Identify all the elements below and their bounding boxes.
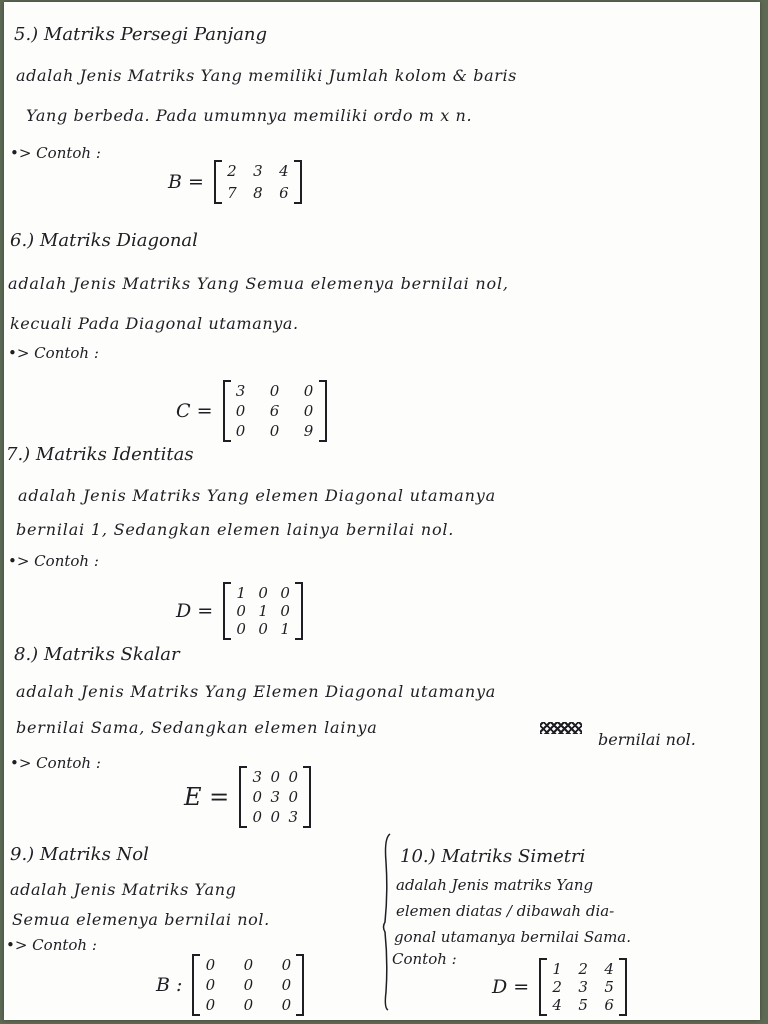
section-10-line-3: gonal utamanya bernilai Sama.: [394, 928, 632, 946]
section-8-line-1: adalah Jenis Matriks Yang Elemen Diagonal utamanya: [16, 682, 497, 701]
matrix-b-zero: [156, 954, 304, 1016]
matrix-cell: 0: [281, 956, 292, 974]
section-7-line-1: adalah Jenis Matriks Yang elemen Diagonal utamanya: [18, 486, 496, 505]
matrix-cell: 0: [280, 584, 290, 602]
matrix-cell: 0: [281, 976, 292, 994]
matrix-cell: 1: [280, 620, 290, 638]
matrix-cell: 9: [303, 422, 314, 440]
section-8-title: 8.) Matriks Skalar: [14, 644, 180, 665]
section-6-example-label: •> Contoh :: [8, 344, 99, 362]
matrix-cell: 0: [243, 976, 254, 994]
matrix-cell: 0: [270, 808, 281, 826]
matrix-cell: 0: [269, 382, 280, 400]
matrix-d-identity: [176, 582, 303, 640]
section-8-line-3: bernilai nol.: [598, 730, 696, 749]
matrix-cell: 0: [235, 402, 246, 420]
section-5-line-1: adalah Jenis Matriks Yang memiliki Jumlah kolom & baris: [16, 66, 517, 85]
matrix-grid: [223, 582, 303, 640]
section-9-line-2: Semua elemenya bernilai nol.: [12, 910, 270, 929]
section-7-title: 7.) Matriks Identitas: [6, 444, 194, 465]
matrix-grid: [539, 958, 627, 1016]
matrix-cell: 0: [288, 768, 299, 786]
matrix-grid: [223, 380, 327, 442]
matrix-cell: 3: [235, 382, 246, 400]
section-9-line-1: adalah Jenis Matriks Yang: [10, 880, 237, 899]
matrix-cell: 3: [288, 808, 299, 826]
matrix-cell: 0: [236, 620, 246, 638]
matrix-cell: 5: [578, 996, 588, 1014]
matrix-cell: 3: [270, 788, 281, 806]
section-5-line-2: Yang berbeda. Pada umumnya memiliki ordo m x n.: [26, 106, 473, 125]
section-5-example-label: •> Contoh :: [10, 144, 101, 162]
crossed-out-scribble: [540, 722, 582, 734]
matrix-cell: 1: [552, 960, 562, 978]
matrix-cell: 4: [552, 996, 562, 1014]
section-9-example-label: •> Contoh :: [6, 936, 97, 954]
matrix-cell: 0: [205, 956, 216, 974]
matrix-cell: 5: [604, 978, 614, 996]
matrix-cell: 4: [279, 162, 289, 180]
matrix-cell: 2: [578, 960, 588, 978]
matrix-cell: 0: [235, 422, 246, 440]
section-9-title: 9.) Matriks Nol: [10, 844, 149, 865]
section-10-title: 10.) Matriks Simetri: [400, 846, 586, 867]
matrix-cell: 3: [253, 162, 263, 180]
matrix-d-symmetric: [492, 958, 627, 1016]
matrix-cell: 7: [227, 184, 237, 202]
matrix-cell: 6: [279, 184, 289, 202]
matrix-e-scalar: [184, 766, 311, 828]
matrix-cell: 0: [243, 956, 254, 974]
matrix-cell: 0: [205, 996, 216, 1014]
matrix-label: D =: [492, 976, 530, 998]
section-6-title: 6.) Matriks Diagonal: [10, 230, 198, 251]
matrix-cell: 0: [258, 620, 268, 638]
section-5-title: 5.) Matriks Persegi Panjang: [14, 24, 268, 45]
matrix-cell: 0: [303, 402, 314, 420]
section-10-line-2: elemen diatas / dibawah dia-: [396, 902, 615, 920]
matrix-label: E =: [184, 783, 230, 811]
matrix-cell: 0: [281, 996, 292, 1014]
notebook-page: [4, 2, 760, 1020]
matrix-cell: 0: [243, 996, 254, 1014]
matrix-cell: 0: [270, 768, 281, 786]
matrix-cell: 3: [252, 768, 263, 786]
matrix-grid: [239, 766, 311, 828]
matrix-cell: 0: [280, 602, 290, 620]
section-8-example-label: •> Contoh :: [10, 754, 101, 772]
section-8-line-2: bernilai Sama, Sedangkan elemen lainya: [16, 718, 378, 737]
section-7-line-2: bernilai 1, Sedangkan elemen lainya bernilai nol.: [16, 520, 455, 539]
matrix-cell: 3: [578, 978, 588, 996]
matrix-c-diagonal: [176, 380, 327, 442]
matrix-label: B =: [168, 171, 204, 193]
matrix-cell: 2: [552, 978, 562, 996]
section-6-line-1: adalah Jenis Matriks Yang Semua elemenya bernilai nol,: [8, 274, 509, 293]
matrix-cell: 0: [288, 788, 299, 806]
section-10-example-label: Contoh :: [392, 950, 457, 968]
section-6-line-2: kecuali Pada Diagonal utamanya.: [10, 314, 299, 333]
matrix-label: D =: [176, 600, 214, 622]
matrix-cell: 0: [205, 976, 216, 994]
matrix-cell: 6: [269, 402, 280, 420]
section-10-line-1: adalah Jenis matriks Yang: [396, 876, 594, 894]
column-divider-brace: [382, 832, 392, 1012]
matrix-cell: 0: [258, 584, 268, 602]
matrix-label: C =: [176, 400, 213, 422]
matrix-cell: 0: [252, 808, 263, 826]
matrix-grid: [192, 954, 304, 1016]
matrix-cell: 4: [604, 960, 614, 978]
matrix-b-rectangular: [168, 160, 302, 204]
section-7-example-label: •> Contoh :: [8, 552, 99, 570]
matrix-cell: 0: [236, 602, 246, 620]
matrix-cell: 2: [227, 162, 237, 180]
matrix-label: B :: [156, 974, 183, 996]
matrix-cell: 8: [253, 184, 263, 202]
matrix-cell: 1: [236, 584, 246, 602]
matrix-cell: 0: [252, 788, 263, 806]
matrix-cell: 1: [258, 602, 268, 620]
matrix-cell: 0: [303, 382, 314, 400]
matrix-cell: 0: [269, 422, 280, 440]
matrix-grid: [214, 160, 302, 204]
matrix-cell: 6: [604, 996, 614, 1014]
